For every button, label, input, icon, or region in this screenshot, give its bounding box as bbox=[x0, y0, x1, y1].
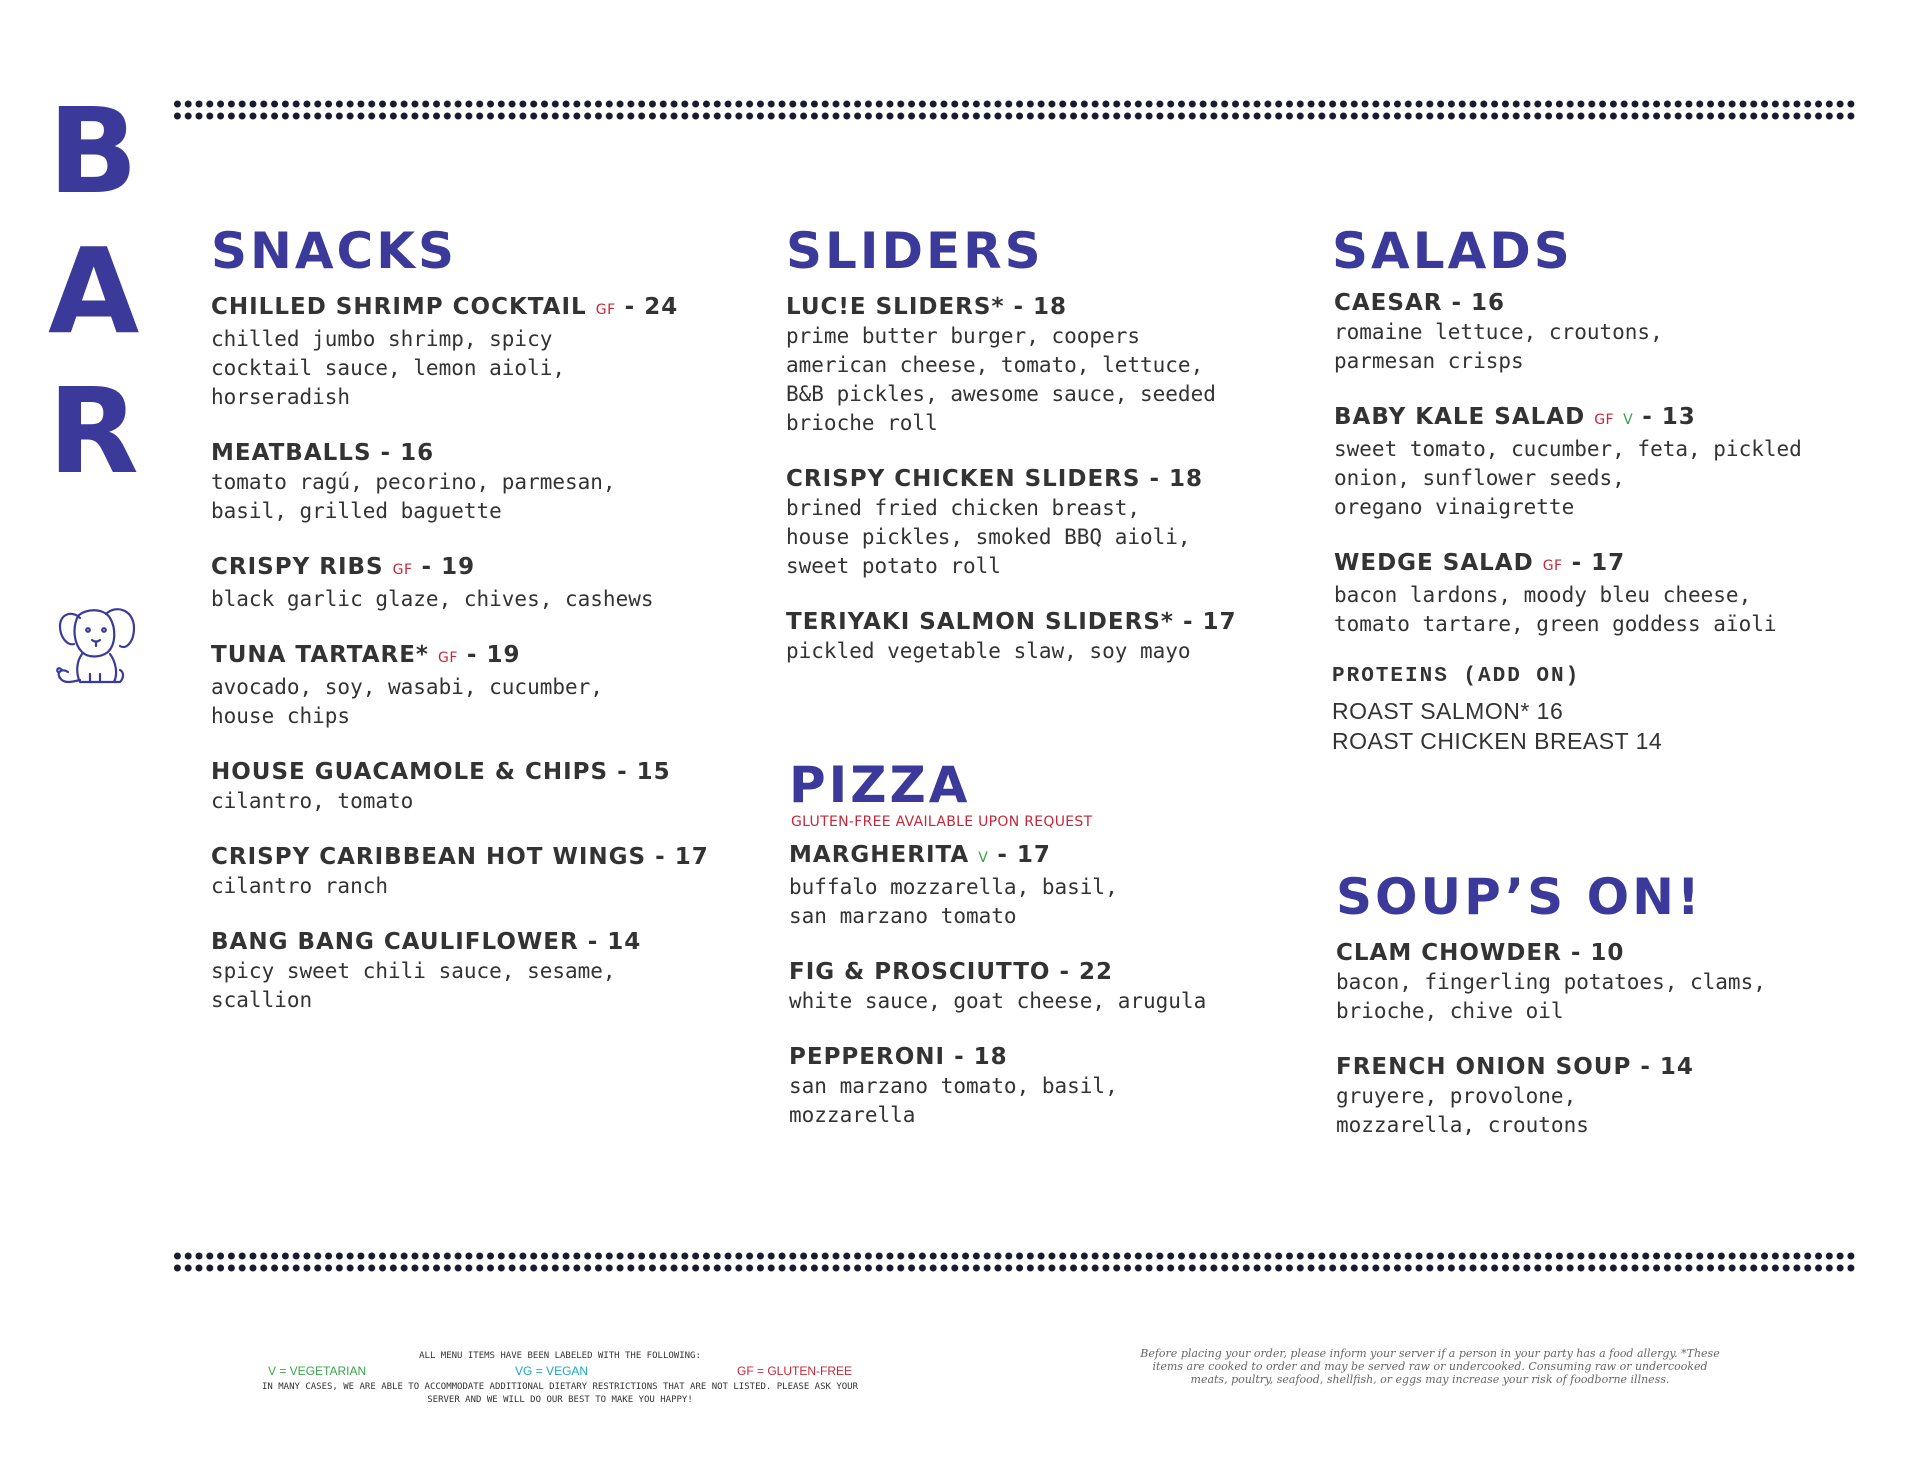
menu-item-heading bbox=[1336, 938, 1896, 968]
dietary-tag: GF bbox=[1542, 558, 1563, 574]
menu-item bbox=[1336, 938, 1896, 1026]
soups-title: SOUP’S ON! bbox=[1336, 868, 1703, 926]
soups-section bbox=[1336, 868, 1896, 1166]
menu-item-price: - 16 bbox=[380, 440, 435, 466]
bottom-dotted-rule bbox=[172, 1250, 1856, 1274]
menu-item bbox=[789, 1042, 1309, 1130]
menu-item-heading bbox=[211, 842, 751, 872]
dietary-tag: GF bbox=[595, 302, 616, 318]
dietary-tag: V bbox=[1623, 412, 1634, 428]
menu-item-heading bbox=[1334, 548, 1892, 581]
dietary-tag: GF bbox=[392, 562, 413, 578]
menu-item-price: - 16 bbox=[1451, 290, 1506, 316]
menu-item-heading bbox=[211, 292, 751, 325]
legend-note: IN MANY CASES, WE ARE ABLE TO ACCOMMODATE ADDITIONAL DIETARY RESTRICTIONS THAT ARE NOT LISTED. PLEASE ASK YOUR SERVER AND WE WILL DO OUR BEST TO MAKE YOU HAPPY! bbox=[261, 1382, 859, 1405]
menu-item-heading bbox=[211, 757, 751, 787]
menu-item-description: cilantro ranch bbox=[211, 874, 389, 898]
brand-letter-b: B bbox=[48, 82, 138, 220]
menu-item-heading bbox=[786, 607, 1306, 637]
menu-item-description: spicy sweet chili sauce, sesame, scallion bbox=[211, 959, 616, 1012]
menu-item-heading bbox=[1336, 1052, 1896, 1082]
menu-item bbox=[789, 957, 1309, 1016]
menu-item-heading bbox=[786, 464, 1306, 494]
menu-item-name: CRISPY CHICKEN SLIDERS bbox=[786, 466, 1141, 492]
menu-item-price: - 10 bbox=[1570, 940, 1625, 966]
menu-item-name: FRENCH ONION SOUP bbox=[1336, 1054, 1632, 1080]
dog-icon bbox=[50, 600, 142, 692]
menu-item-price: - 17 bbox=[655, 844, 709, 870]
menu-item-name: CLAM CHOWDER bbox=[1336, 940, 1562, 966]
menu-item-price: - 18 bbox=[1149, 466, 1204, 492]
menu-item bbox=[786, 292, 1306, 438]
menu-item-description: bacon, fingerling potatoes, clams, brioche, chive oil bbox=[1336, 970, 1766, 1023]
menu-item-description: sweet tomato, cucumber, feta, pickled onion, sunflower seeds, oregano vinaigrette bbox=[1334, 437, 1802, 519]
top-dotted-rule bbox=[172, 98, 1856, 122]
menu-item-heading bbox=[211, 552, 751, 585]
salads-title: SALADS bbox=[1332, 222, 1573, 280]
menu-item-description: san marzano tomato, basil, mozzarella bbox=[789, 1074, 1118, 1127]
menu-item-price: - 17 bbox=[997, 842, 1051, 868]
menu-item-price: - 22 bbox=[1059, 959, 1114, 985]
menu-item bbox=[211, 842, 751, 901]
menu-item bbox=[211, 438, 751, 526]
menu-item-description: tomato ragú, pecorino, parmesan, basil, grilled baguette bbox=[211, 470, 616, 523]
menu-item-price: - 17 bbox=[1571, 550, 1626, 576]
menu-item-description: cilantro, tomato bbox=[211, 789, 414, 813]
menu-item-description: brined fried chicken breast, house pickles, smoked BBQ aioli, sweet potato roll bbox=[786, 496, 1191, 578]
menu-item-heading bbox=[789, 1042, 1309, 1072]
protein-item: ROAST SALMON* 16 bbox=[1332, 698, 1564, 724]
snacks-title: SNACKS bbox=[211, 222, 458, 280]
menu-item-heading bbox=[789, 840, 1309, 873]
dietary-legend bbox=[260, 1350, 860, 1407]
menu-item-description: gruyere, provolone, mozzarella, croutons bbox=[1336, 1084, 1589, 1137]
pizza-title: PIZZA bbox=[789, 756, 971, 814]
menu-item-price: - 17 bbox=[1182, 609, 1237, 635]
brand-letter-a: A bbox=[48, 222, 140, 360]
menu-item-price: - 14 bbox=[1640, 1054, 1694, 1080]
menu-item bbox=[211, 757, 751, 816]
menu-item-description: romaine lettuce, croutons, parmesan crisps bbox=[1334, 320, 1663, 373]
menu-item-name: CRISPY CARIBBEAN HOT WINGS bbox=[211, 844, 647, 870]
menu-item bbox=[789, 840, 1309, 931]
menu-item-name: HOUSE GUACAMOLE & CHIPS bbox=[211, 759, 609, 785]
menu-item-name: BANG BANG CAULIFLOWER bbox=[211, 929, 579, 955]
menu-item-description: prime butter burger, coopers american cheese, tomato, lettuce, B&B pickles, awesome sauce, seeded brioche roll bbox=[786, 324, 1216, 435]
legend-heading: ALL MENU ITEMS HAVE BEEN LABELED WITH THE FOLLOWING: bbox=[419, 1351, 701, 1361]
menu-item bbox=[1334, 288, 1892, 376]
menu-item-name: FIG & PROSCIUTTO bbox=[789, 959, 1051, 985]
menu-item-heading bbox=[789, 957, 1309, 987]
menu-item-name: MARGHERITA bbox=[789, 842, 970, 868]
menu-item bbox=[1336, 1052, 1896, 1140]
protein-item: ROAST CHICKEN BREAST 14 bbox=[1332, 728, 1663, 754]
menu-item-description: white sauce, goat cheese, arugula bbox=[789, 989, 1207, 1013]
legend-row bbox=[268, 1365, 852, 1378]
menu-item-price: - 18 bbox=[1013, 294, 1068, 320]
menu-item bbox=[211, 927, 751, 1015]
menu-item bbox=[1334, 402, 1892, 522]
pizza-section bbox=[789, 756, 1309, 1156]
menu-item-heading bbox=[211, 438, 751, 468]
menu-item-price: - 19 bbox=[421, 554, 476, 580]
menu-item bbox=[786, 464, 1306, 581]
menu-item-price: - 19 bbox=[466, 642, 521, 668]
proteins-title: PROTEINS (ADD ON) bbox=[1332, 665, 1581, 688]
menu-item-name: CAESAR bbox=[1334, 290, 1443, 316]
menu-item-description: bacon lardons, moody bleu cheese, tomato tartare, green goddess aïoli bbox=[1334, 583, 1777, 636]
menu-item-name: CHILLED SHRIMP COCKTAIL bbox=[211, 294, 587, 320]
menu-item-description: black garlic glaze, chives, cashews bbox=[211, 587, 654, 611]
menu-item-heading bbox=[1334, 288, 1892, 318]
menu-item-price: - 13 bbox=[1642, 404, 1696, 430]
menu-item-price: - 18 bbox=[954, 1044, 1008, 1070]
menu-item-description: chilled jumbo shrimp, spicy cocktail sauce, lemon aioli, horseradish bbox=[211, 327, 566, 409]
menu-item-name: TERIYAKI SALMON SLIDERS* bbox=[786, 609, 1174, 635]
menu-item-price: - 14 bbox=[587, 929, 642, 955]
sliders-section bbox=[786, 222, 1306, 692]
menu-item-name: PEPPERONI bbox=[789, 1044, 946, 1070]
menu-item-heading bbox=[211, 640, 751, 673]
menu-item-price: - 15 bbox=[617, 759, 671, 785]
salads-section bbox=[1332, 222, 1892, 756]
menu-item-name: CRISPY RIBS bbox=[211, 554, 384, 580]
menu-item-description: buffalo mozzarella, basil, san marzano tomato bbox=[789, 875, 1118, 928]
allergy-disclaimer: Before placing your order, please inform your server if a person in your party has a food allergy. *These items are cooked to order and may be served raw or undercooked. Consuming raw or undercooked meats, poultry, seafood, shellfish, or eggs may increase your risk of foodborne illness. bbox=[1140, 1347, 1720, 1386]
menu-item bbox=[211, 292, 751, 412]
sliders-title: SLIDERS bbox=[786, 222, 1044, 280]
menu-item-name: WEDGE SALAD bbox=[1334, 550, 1534, 576]
snacks-section bbox=[211, 222, 751, 1041]
menu-item-heading bbox=[786, 292, 1306, 322]
menu-item-description: pickled vegetable slaw, soy mayo bbox=[786, 639, 1191, 663]
menu-item-name: MEATBALLS bbox=[211, 440, 372, 466]
menu-item bbox=[1334, 548, 1892, 639]
dietary-tag: GF bbox=[437, 650, 458, 666]
menu-item-price: - 24 bbox=[624, 294, 679, 320]
menu-item bbox=[211, 552, 751, 614]
menu-item bbox=[786, 607, 1306, 666]
menu-item-name: BABY KALE SALAD bbox=[1334, 404, 1586, 430]
brand-letter-r: R bbox=[48, 362, 139, 500]
legend-vegetarian: V = VEGETARIAN bbox=[268, 1364, 367, 1378]
legend-vegan: VG = VEGAN bbox=[515, 1364, 589, 1378]
menu-item bbox=[211, 640, 751, 731]
dietary-tag: GF bbox=[1594, 412, 1615, 428]
menu-item-name: TUNA TARTARE* bbox=[211, 642, 429, 668]
dietary-tag: V bbox=[978, 850, 989, 866]
menu-item-heading bbox=[1334, 402, 1892, 435]
pizza-gluten-free-note: GLUTEN-FREE AVAILABLE UPON REQUEST bbox=[791, 814, 1093, 830]
menu-item-description: avocado, soy, wasabi, cucumber, house chips bbox=[211, 675, 603, 728]
menu-item-name: LUC!E SLIDERS* bbox=[786, 294, 1005, 320]
menu-item-heading bbox=[211, 927, 751, 957]
legend-gluten-free: GF = GLUTEN-FREE bbox=[736, 1364, 852, 1378]
